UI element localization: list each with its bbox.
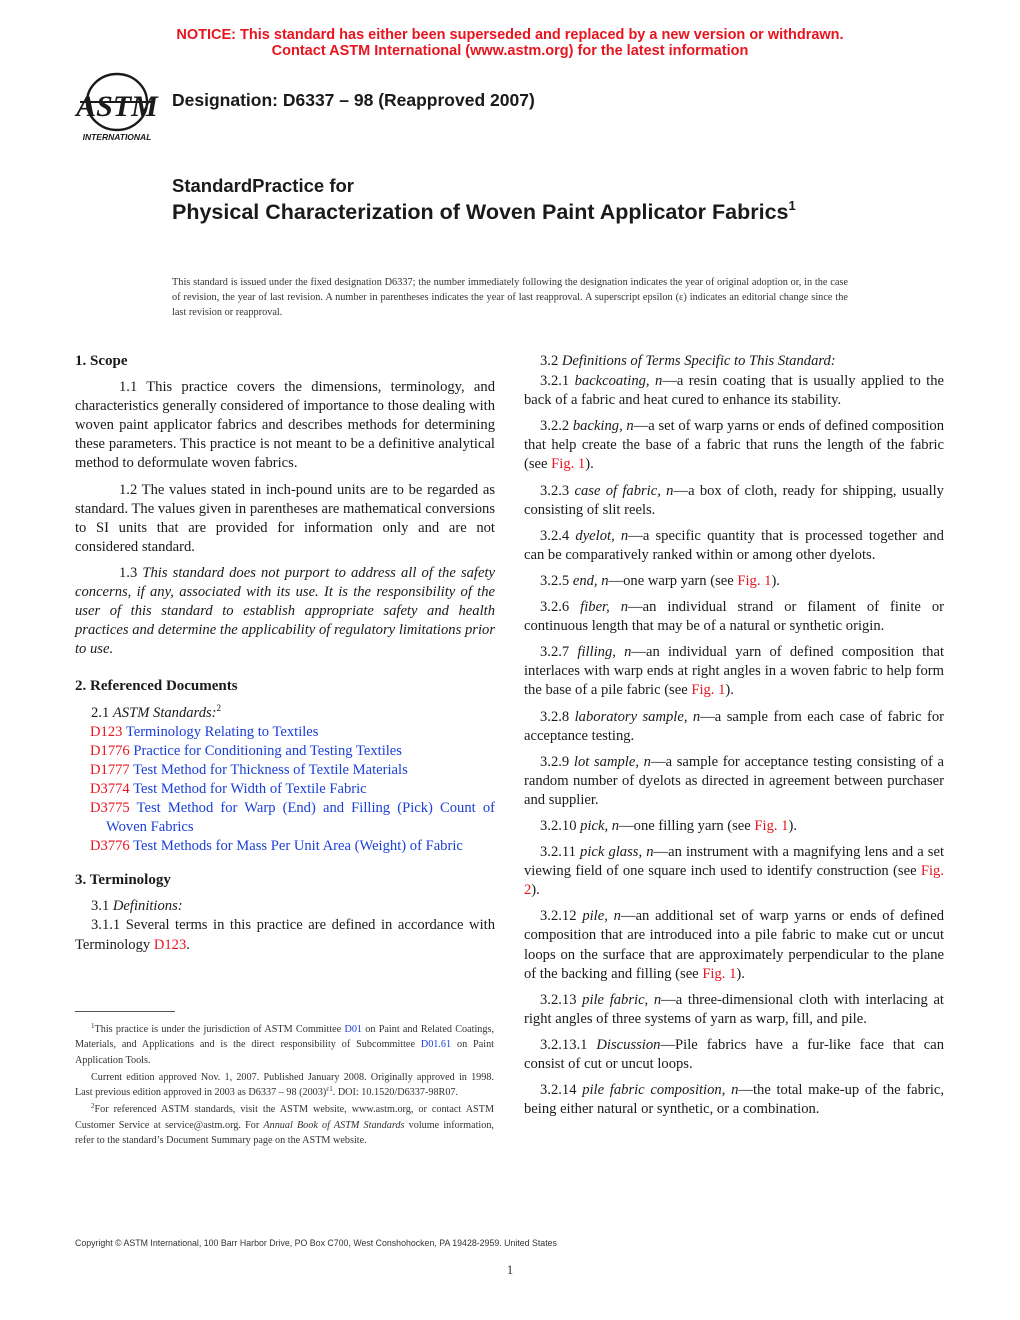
footnote-1-end: on Paint Application Tools. <box>75 1039 494 1066</box>
definition-text: —the total make-up of the fabric, being either natural or synthetic, or a combination. <box>524 1082 944 1118</box>
definitions-specific-label: Definitions of Terms Specific to This Standard: <box>561 353 836 369</box>
definitions-specific-subhead <box>524 352 944 371</box>
footnote-2-mark: 2 <box>91 1102 95 1111</box>
footnote-1-link-committee[interactable]: D01 <box>344 1024 363 1035</box>
definition-text: —an instrument with a magnifying lens and a set viewing field of one square inch used to identify construction (see <box>524 844 945 880</box>
withdrawal-notice <box>0 27 1020 59</box>
ref-code[interactable]: D3775 <box>90 799 130 816</box>
figure-link[interactable]: Fig. 1 <box>754 817 789 834</box>
footnote-divider <box>75 1011 175 1012</box>
footnotes <box>75 1022 494 1150</box>
ref-title[interactable]: Practice for Conditioning and Testing Textiles <box>129 742 402 759</box>
footnote-1b-sup: ε1 <box>326 1085 333 1094</box>
logo-label: INTERNATIONAL <box>82 132 152 142</box>
definition-text: —an individual strand or filament of finite or continuous length that may be of a natural or synthetic origin. <box>524 599 944 635</box>
definition-term: backing, n <box>572 418 634 435</box>
definition-num: 3.2.3 <box>540 482 575 499</box>
definition-text: —a sample for acceptance testing consisting of a random number of dyelots as directed in agreement between purchaser and supplier. <box>524 753 944 808</box>
definition-num: 3.2.7 <box>540 644 578 661</box>
figure-link[interactable]: Fig. 1 <box>691 682 726 699</box>
page-title <box>172 199 872 226</box>
definition-term: pick glass, n <box>580 844 654 861</box>
definition-term: pile fabric, n <box>582 991 662 1008</box>
definition-term: filling, n <box>577 644 632 661</box>
definition-term: case of fabric, n <box>574 482 674 499</box>
ref-item[interactable] <box>75 837 495 856</box>
figure-link[interactable]: Fig. 1 <box>702 965 737 982</box>
definition-num: 3.2.10 <box>540 817 581 834</box>
scope-heading: 1. Scope <box>75 353 128 369</box>
scope-1-3 <box>75 564 495 659</box>
title-text: Physical Characterization of Woven Paint Applicator Fabrics <box>172 200 789 224</box>
definition-num: 3.2.4 <box>540 527 576 544</box>
footnote-2-ital: Annual Book of ASTM Standards <box>263 1119 405 1131</box>
definition-text: —one filling yarn (see <box>619 817 755 834</box>
right-column <box>524 352 944 1126</box>
intro-text: This standard is issued under the fixed designation D6337; the number immediately following the designation indicates the year of original adoption or, in the case of revision, the year of last revision. A number in parentheses indicates the year of last reapproval. A superscript epsilon (ε) indicates an editorial change since the last revision or reapproval. <box>172 277 848 318</box>
ref-title[interactable]: Test Method for Width of Textile Fabric <box>129 780 367 797</box>
figure-link[interactable]: Fig. 1 <box>737 572 772 589</box>
definition-num: 3.2.6 <box>540 599 581 616</box>
definition-term: pile, n <box>582 908 621 925</box>
definition-text: —a specific quantity that is processed together and can be comparatively ranked within or among other dyelots. <box>524 527 944 563</box>
definition-text: —Pile fabrics have a fur-like face that can consist of cut or uncut loops. <box>524 1036 945 1072</box>
definitions-label: Definitions: <box>112 898 183 915</box>
ref-code[interactable]: D123 <box>90 723 123 740</box>
astm-standards-num: 2.1 <box>91 704 113 721</box>
definition-term: backcoating, n <box>574 373 663 390</box>
figure-link[interactable]: Fig. 2 <box>524 863 944 899</box>
footnote-2-text: For referenced ASTM standards, visit the ASTM website, www.astm.org, or contact ASTM Customer Service at service@astm.org. For <box>75 1104 494 1131</box>
definition-text: —a three-dimensional cloth with interlacing at right angles of three systems of yarn as warp, fill, and pile. <box>524 991 944 1027</box>
footnote-1b-end: . DOI: 10.1520/D6337-98R07. <box>332 1087 459 1099</box>
definition-term: fiber, n <box>580 599 629 616</box>
footnote-1-link-subcommittee[interactable]: D01.61 <box>420 1039 452 1051</box>
ref-code[interactable]: D3776 <box>90 838 130 855</box>
logo-letters: ASTM <box>76 90 158 123</box>
definition-term: Discussion <box>596 1036 661 1053</box>
definition-num: 3.2.13.1 <box>540 1036 597 1053</box>
terminology-heading: 3. Terminology <box>75 872 171 889</box>
ref-code[interactable]: D3774 <box>90 780 130 797</box>
definitions-specific-num: 3.2 <box>540 353 562 369</box>
definition-term: laboratory sample, n <box>574 708 701 725</box>
definition-tail: ). <box>788 817 797 834</box>
definition-num: 3.2.1 <box>540 373 575 390</box>
ref-item[interactable] <box>75 742 495 761</box>
title-footnote-mark: 1 <box>788 198 796 213</box>
footnote-1-mid: on Paint and Related Coatings, Materials, and Applications and is the direct responsibility of Subcommittee <box>75 1024 495 1051</box>
title-pre: StandardPractice for <box>172 175 354 196</box>
definition-tail: ). <box>725 682 734 699</box>
terminology-text: 3.1.1 Several terms in this practice are defined in accordance with Terminology <box>75 917 495 953</box>
scope-1-1: 1.1 This practice covers the dimensions, terminology, and characteristics generally considered of importance to those dealing with woven paint applicator fabrics and describes methods for determining these parameters. This practice is not meant to be a definitive analytical method to deformulate woven fabrics. <box>75 379 495 472</box>
definition-num: 3.2.12 <box>540 908 583 925</box>
definition-text: —one warp yarn (see <box>608 572 738 589</box>
ref-title[interactable]: Test Method for Warp (End) and Filling (Pick) Count of Woven Fabrics <box>106 799 495 836</box>
definition-num: 3.2.14 <box>540 1082 583 1099</box>
definition-item <box>524 708 944 746</box>
definition-item <box>524 372 944 410</box>
terminology-link[interactable]: D123 <box>153 936 187 953</box>
definition-item <box>524 753 944 810</box>
definition-term: pile fabric composition, n <box>582 1082 739 1099</box>
astm-standards-label: ASTM Standards: <box>112 704 217 721</box>
ref-item[interactable] <box>75 799 495 837</box>
footnote-1b-text: Current edition approved Nov. 1, 2007. Published January 2008. Originally approved in 1998. Last previous edition approved in 2003 as D6337 – 98 (2003) <box>75 1071 494 1099</box>
figure-link[interactable]: Fig. 1 <box>551 456 586 473</box>
definition-item <box>524 1036 944 1074</box>
scope-1-2: 1.2 The values stated in inch-pound units are to be regarded as standard. The values given in parentheses are mathematical conversions to SI units that are provided for information only and are not considered standard. <box>75 481 495 555</box>
definition-text: —a box of cloth, ready for shipping, usually consisting of slit reels. <box>524 482 944 518</box>
definitions-subhead <box>75 897 495 916</box>
definition-tail: ). <box>736 965 745 982</box>
definition-term: end, n <box>572 572 609 589</box>
footnote-1-mark: 1 <box>91 1022 95 1030</box>
footnote-2-end: volume information, refer to the standard’s Document Summary page on the ASTM website. <box>75 1119 494 1147</box>
definition-item <box>524 417 944 474</box>
definition-tail: ). <box>585 456 594 473</box>
definition-item <box>524 843 944 900</box>
definition-term: dyelot, n <box>575 527 629 544</box>
ref-title[interactable]: Test Methods for Mass Per Unit Area (Weight) of Fabric <box>129 838 463 855</box>
terminology-3-1-1 <box>75 916 495 954</box>
ref-item[interactable] <box>75 780 495 799</box>
title-block <box>172 175 872 226</box>
astm-logo-icon <box>72 72 162 144</box>
footnote-2 <box>75 1102 494 1148</box>
definition-term: pick, n <box>580 817 620 834</box>
ref-title[interactable]: Terminology Relating to Textiles <box>122 723 319 740</box>
definition-num: 3.2.2 <box>540 418 573 435</box>
left-column <box>75 352 495 962</box>
astm-standards-sup: 2 <box>216 702 222 713</box>
definition-item <box>524 527 944 565</box>
definition-item <box>524 907 944 983</box>
definition-tail: ). <box>771 572 780 589</box>
astm-logo <box>72 72 162 144</box>
definition-term: lot sample, n <box>573 753 651 770</box>
footnote-1 <box>75 1022 494 1068</box>
terminology-end: . <box>186 936 190 953</box>
definition-item <box>524 482 944 520</box>
notice-line-1: NOTICE: This standard has either been superseded and replaced by a new version or withdrawn. <box>176 27 844 43</box>
scope-1-3-num: 1.3 <box>119 564 143 581</box>
referenced-heading: 2. Referenced Documents <box>75 678 238 695</box>
definition-num: 3.2.13 <box>540 991 583 1008</box>
definition-tail: ). <box>531 882 540 899</box>
notice-line-2: Contact ASTM International (www.astm.org) for the latest information <box>271 43 749 59</box>
definition-item <box>524 572 944 591</box>
astm-standards-subhead <box>75 704 495 723</box>
scope-1-3-text: This standard does not purport to address all of the safety concerns, if any, associated with its use. It is the responsibility of the user of this standard to establish appropriate safety and health practices and determine the applicability of regulatory limitations prior to use. <box>75 564 495 658</box>
ref-title[interactable]: Test Method for Thickness of Textile Materials <box>129 761 408 778</box>
definition-item <box>524 817 944 836</box>
definition-text: —a resin coating that is usually applied to the back of a fabric and heat cured to enhance its stability. <box>524 373 944 409</box>
ref-code[interactable]: D1776 <box>90 742 130 759</box>
definition-num: 3.2.9 <box>540 753 574 770</box>
page-number: 1 <box>506 1262 514 1277</box>
definition-num: 3.2.5 <box>540 572 573 589</box>
ref-item[interactable] <box>75 761 495 780</box>
definition-text: —a set of warp yarns or ends of defined composition that help create the base of a fabric that runs the length of the fabric (see <box>524 418 944 473</box>
ref-code[interactable]: D1777 <box>90 761 130 778</box>
definition-text: —an additional set of warp yarns or ends of defined composition that are introduced into a pile fabric to make cut or uncut loops on the surface that are approximately perpendicular to the plane of the backing and filling (see <box>524 908 945 982</box>
definition-text: —an individual yarn of defined composition that interlaces with warp ends at right angles in a woven fabric to help form the base of a pile fabric (see <box>524 644 945 699</box>
footnote-1-text: This practice is under the jurisdiction of ASTM Committee <box>94 1024 345 1035</box>
definitions-num: 3.1 <box>91 898 113 915</box>
definition-item <box>524 1081 944 1119</box>
designation: Designation: D6337 – 98 (Reapproved 2007) <box>172 90 535 110</box>
definition-item <box>524 598 944 636</box>
definition-item <box>524 991 944 1029</box>
definition-item <box>524 643 944 700</box>
definition-num: 3.2.8 <box>540 708 575 725</box>
ref-item[interactable] <box>75 723 495 742</box>
footnote-1b <box>75 1070 494 1101</box>
copyright: Copyright © ASTM International, 100 Barr Harbor Drive, PO Box C700, West Conshohocken, PA 19428-2959. United States <box>75 1238 557 1248</box>
definition-text: —a sample from each case of fabric for acceptance testing. <box>524 708 944 744</box>
definition-num: 3.2.11 <box>540 844 581 861</box>
definition-list <box>524 372 944 1119</box>
